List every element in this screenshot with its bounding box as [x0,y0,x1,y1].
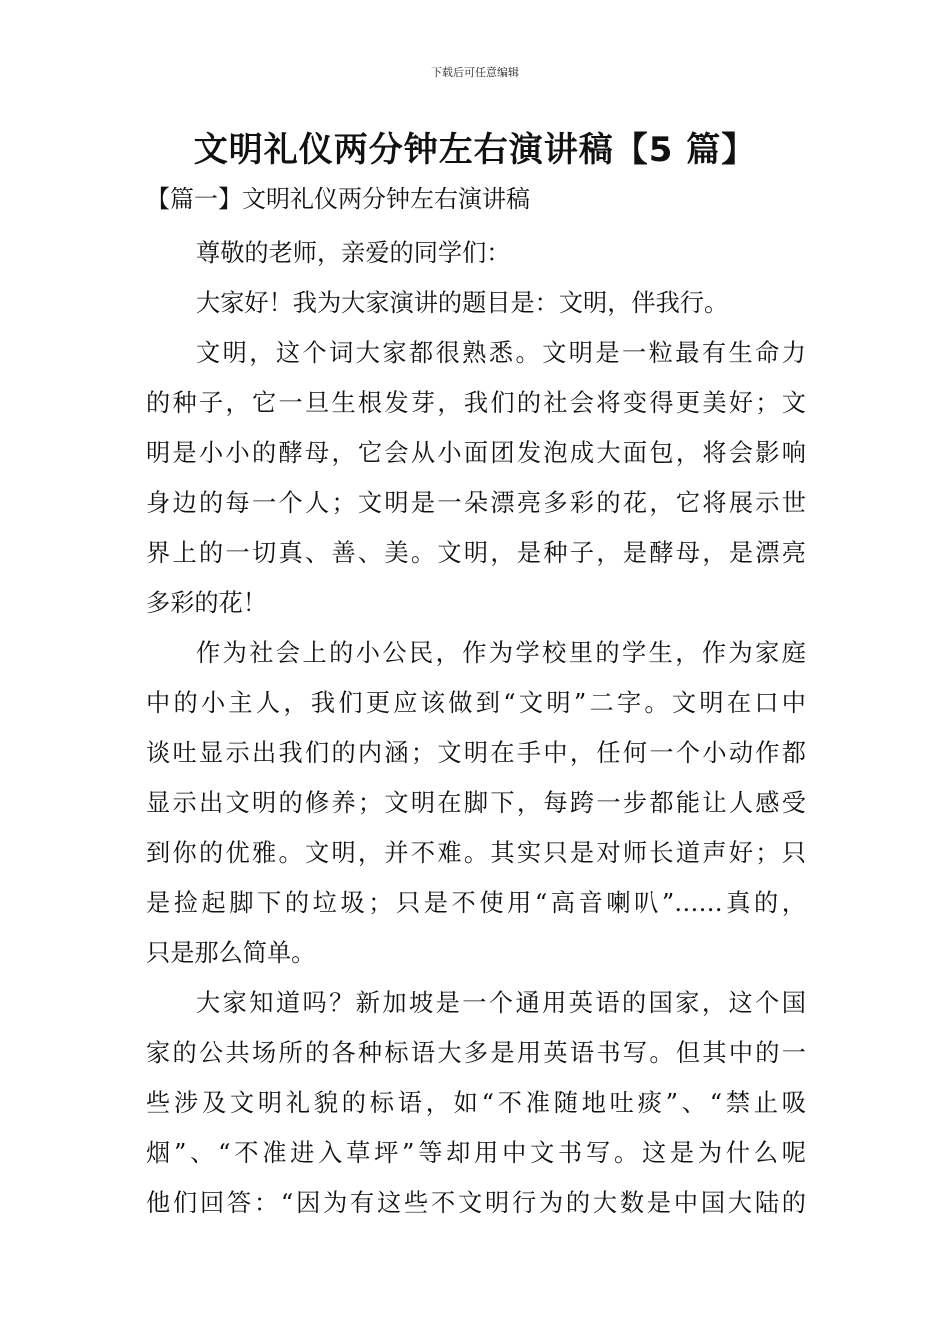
body-line: 他们回答：“因为有这些不文明行为的大数是中国大陆的 [146,1189,806,1217]
body-line: 显示出文明的修养；文明在脚下，每跨一步都能让人感受 [146,789,806,817]
body-line: 作为社会上的小公民，作为学校里的学生，作为家庭 [196,639,806,667]
section-heading: 【篇一】文明礼仪两分钟左右演讲稿 [146,185,530,213]
body-line: 文明，这个词大家都很熟悉。文明是一粒最有生命力 [196,339,806,367]
body-line: 中的小主人，我们更应该做到“文明”二字。文明在口中 [146,689,806,717]
body-line: 多彩的花！ [146,589,267,617]
body-line: 谈吐显示出我们的内涵；文明在手中，任何一个小动作都 [146,739,806,767]
body-line: 到你的优雅。文明，并不难。其实只是对师长道声好；只 [146,839,806,867]
body-line: 尊敬的老师，亲爱的同学们： [196,239,511,267]
body-line: 是捡起脚下的垃圾；只是不使用“高音喇叭”……真的， [146,889,806,917]
body-line: 家的公共场所的各种标语大多是用英语书写。但其中的一 [146,1039,806,1067]
body-line: 大家好！我为大家演讲的题目是：文明，伴我行。 [196,289,729,317]
body-line: 界上的一切真、善、美。文明，是种子，是酵母，是漂亮 [146,539,806,567]
body-line: 只是那么简单。 [146,939,316,967]
body-line: 些涉及文明礼貌的标语，如“不准随地吐痰”、“禁止吸 [146,1089,806,1117]
body-line: 明是小小的酵母，它会从小面团发泡成大面包，将会影响 [146,439,806,467]
body-line: 的种子，它一旦生根发芽，我们的社会将变得更美好；文 [146,389,806,417]
body-line: 大家知道吗？新加坡是一个通用英语的国家，这个国 [196,989,806,1017]
page-header-note: 下载后可任意编辑 [431,66,519,79]
body-line: 烟”、“不准进入草坪”等却用中文书写。这是为什么呢 [146,1139,806,1167]
body-line: 身边的每一个人；文明是一朵漂亮多彩的花，它将展示世 [146,489,806,517]
document-body [146,228,806,1228]
document-title: 文明礼仪两分钟左右演讲稿【5 篇】 [193,130,757,170]
